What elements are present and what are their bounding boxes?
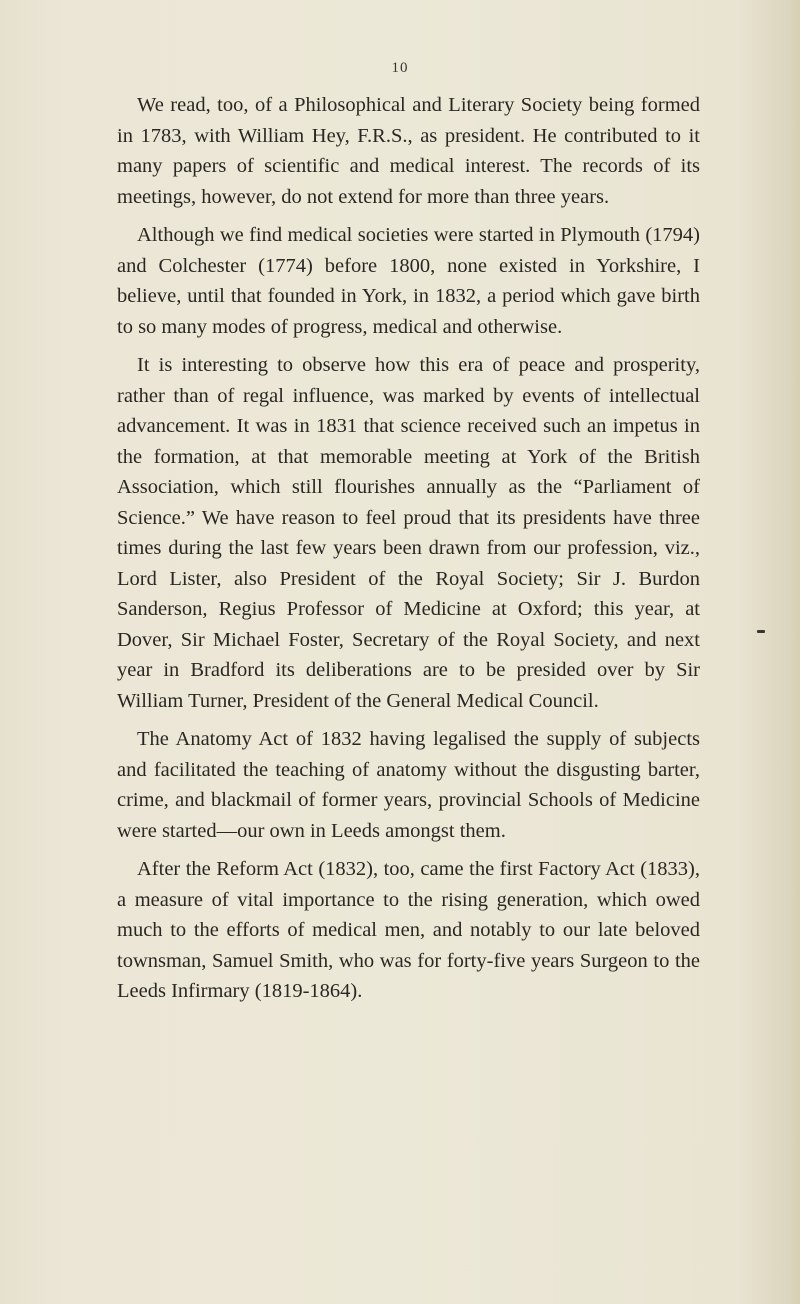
paragraph-philosophical-society: We read, too, of a Philosophical and Literary Society being formed in 1783, with William Hey, F.R.S., as president. He contributed to it many papers of scientific and medical interest. The records of its meetings, however, do not extend for more than three years. — [117, 94, 700, 208]
margin-mark — [757, 630, 765, 633]
paragraph-anatomy-act: The Anatomy Act of 1832 having legalised the supply of subjects and facilitated the teaching of anatomy without the disgusting barter, crime, and blackmail of former years, provincial Schools of Medicine were started—our own in Leeds amongst them. — [117, 728, 700, 842]
body-text — [117, 90, 700, 1015]
paragraph-british-association: It is interesting to observe how this era of peace and prosperity, rather than of regal influence, was marked by events of intellectual advancement. It was in 1831 that science received such an impetus in the formation, at that memorable meeting at York of the British Association, which still flourishes annually as the “Parliament of Science.” We have reason to feel proud that its presidents have three times during the last few years been drawn from our profession, viz., Lord Lister, also President of the Royal Society; Sir J. Burdon Sanderson, Regius Professor of Medicine at Oxford; this year, at Dover, Sir Michael Foster, Secretary of the Royal Society, and next year in Bradford its deliberations are to be presided over by Sir William Turner, President of the General Medical Council. — [117, 354, 700, 712]
page-edge-shadow — [790, 0, 800, 1304]
page-number: 10 — [391, 60, 409, 76]
paragraph-medical-societies: Although we find medical societies were started in Plymouth (1794) and Colchester (1774) before 1800, none existed in Yorkshire, I believe, until that founded in York, in 1832, a period which gave birth to so many modes of progress, medical and otherwise. — [117, 224, 700, 338]
paragraph-factory-act: After the Reform Act (1832), too, came the first Factory Act (1833), a measure of vital importance to the rising generation, which owed much to the efforts of medical men, and notably to our late beloved townsman, Samuel Smith, who was for forty-five years Surgeon to the Leeds Infirmary (1819-1864). — [117, 858, 700, 1002]
